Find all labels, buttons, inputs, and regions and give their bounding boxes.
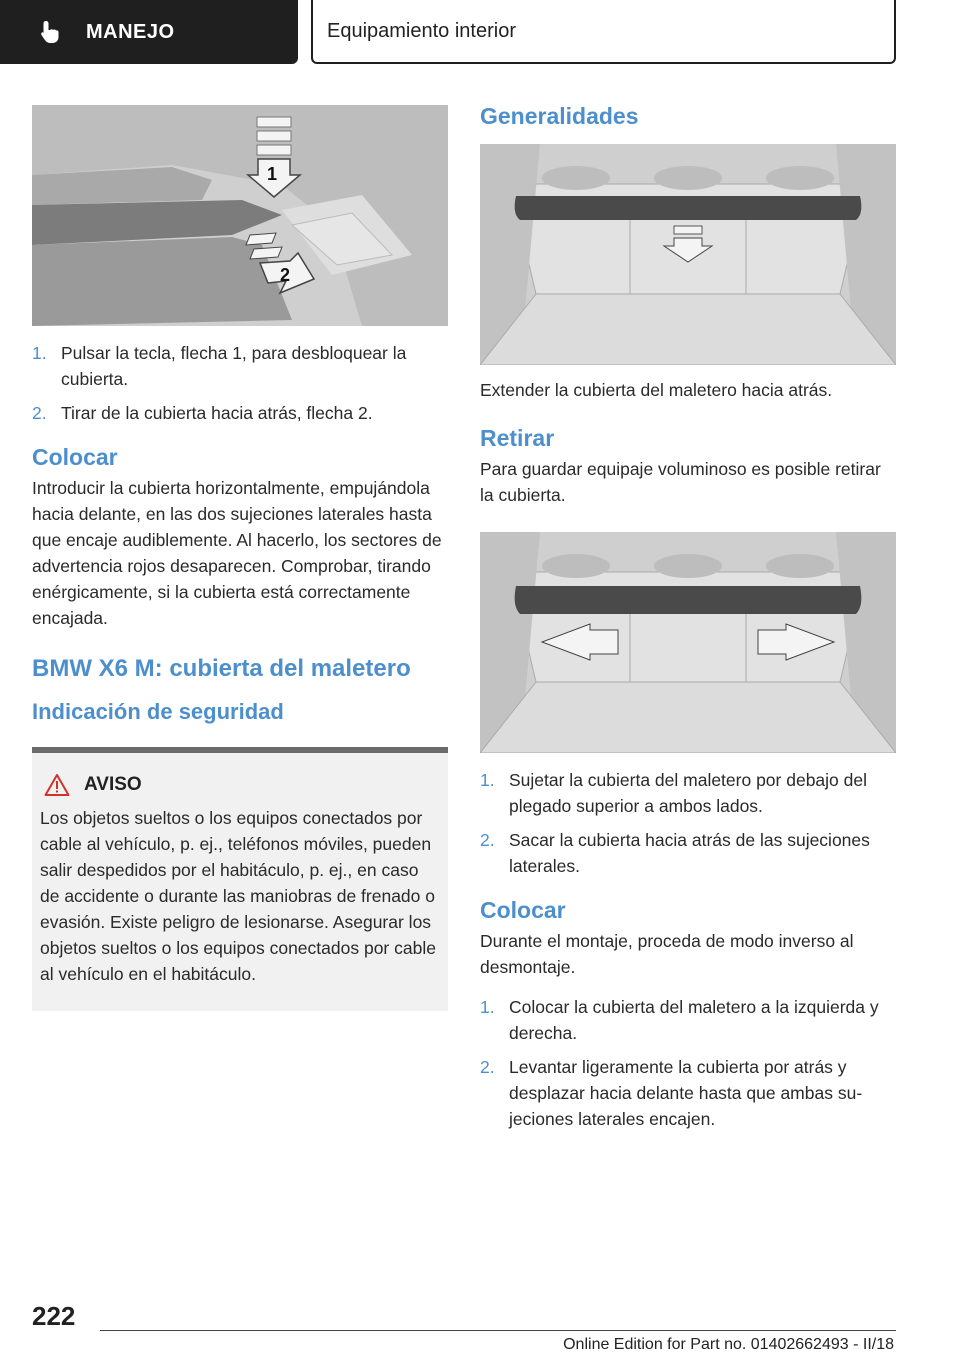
warning-triangle-icon [44,773,70,797]
list-item: 2. Levantar ligeramente la cubierta por atrás y desplazar hacia delante hasta que ambas sujeciones laterales encajen. [480,1057,863,1129]
steps-remove [480,767,896,879]
steps-release [32,340,448,426]
chapter-title: Equipamiento interior [327,19,516,42]
figure-remove-cover [480,532,896,753]
heading-retirar: Retirar [480,425,555,451]
section-tab [0,0,298,64]
heading-colocar-right: Colocar [480,897,566,923]
figure-arrow-label-2: 2 [280,265,291,285]
left-column [32,105,448,1011]
steps-install [480,994,896,1132]
page-number: 222 [32,1301,76,1331]
hand-pointer-icon [38,19,64,45]
chapter-title-box [311,0,896,64]
retirar-text: Para guardar equipaje voluminoso es posible retirar la cubierta. [480,459,881,505]
list-item: 1. Colocar la cubierta del maletero a la izquierda y derecha. [480,997,879,1043]
heading-seguridad: Indicación de seguridad [32,699,284,724]
figure-release-cover [32,105,448,326]
heading-generalidades: Generalidades [480,103,639,129]
warning-text: Los objetos sueltos o los equipos conectados por cable al vehículo, p. ej., teléfonos móviles, pueden salir despedidos por el habitáculo, p. ej., en caso de accidente o durante las maniobras de frenado o evasión. Existe peligro de lesionarse. Asegurar los objetos sueltos o los equipos conectados por cable al vehículo en el habitáculo. [40,808,436,984]
warning-box [32,747,448,1011]
figure-arrow-label-1: 1 [267,164,278,184]
list-item: 2. Tirar de la cubierta hacia atrás, flecha 2. [32,403,373,423]
edition-note: Online Edition for Part no. 01402662493 - II/18 [563,1336,894,1353]
warning-label: AVISO [84,774,142,795]
list-item: 1. Pulsar la tecla, flecha 1, para desbloquear la cubierta. [32,343,407,389]
heading-bmw-x6m: BMW X6 M: cubierta del maletero [32,655,411,682]
heading-colocar: Colocar [32,444,118,470]
figure-extend-cover [480,144,896,365]
colocar-right-text: Durante el montaje, proceda de modo inverso al desmontaje. [480,931,854,977]
colocar-text: Introducir la cubierta horizontalmente, empujándola hacia delante, en las dos sujeciones laterales hasta que encaje audiblemente. Al hacerlo, los sectores de advertencia rojos desaparecen. Comprobar, tirando enérgicamente, si la cubierta está correctamente encajada. [32,478,442,628]
list-item: 2. Sacar la cubierta hacia atrás de las sujeciones laterales. [480,830,870,876]
section-label: MANEJO [86,20,175,43]
caption-extend: Extender la cubierta del maletero hacia atrás. [480,380,833,400]
list-item: 1. Sujetar la cubierta del maletero por debajo del plegado superior a ambos lados. [480,770,867,816]
right-column [480,103,896,1140]
footer-divider [100,1330,896,1331]
